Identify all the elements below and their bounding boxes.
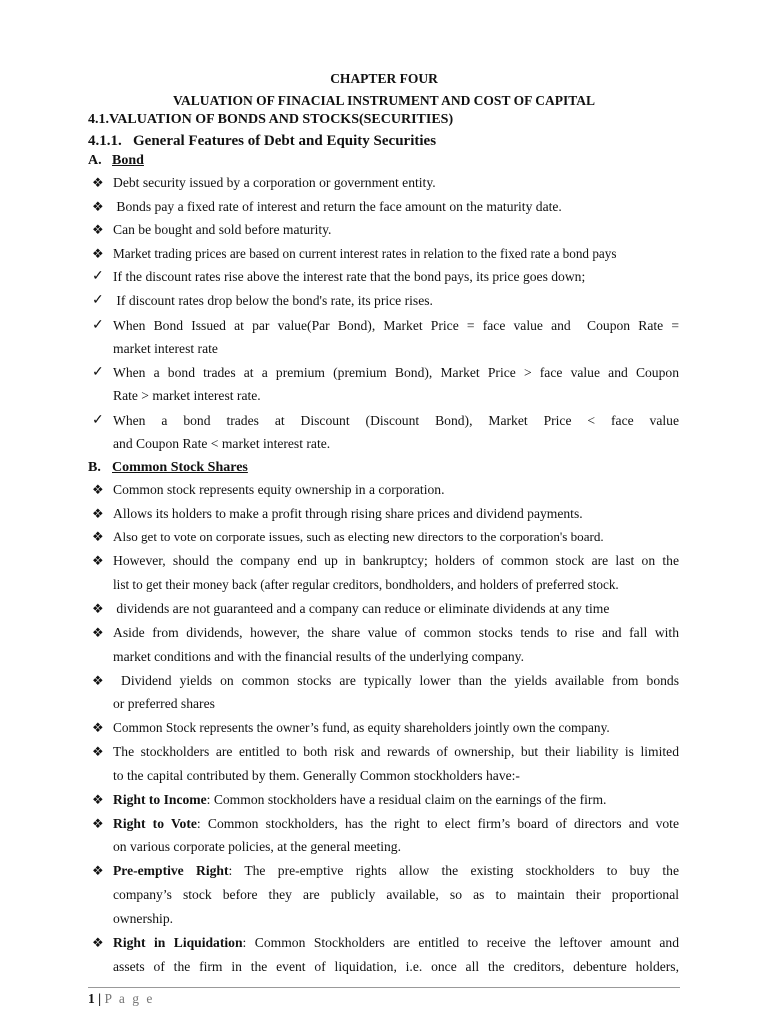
right-text: : The pre-emptive rights allow the existing stockholders to buy the [228, 863, 679, 878]
chapter-title: VALUATION OF FINACIAL INSTRUMENT AND COST OF CAPITAL [173, 93, 595, 108]
diamond-bullet-icon: ❖ [92, 744, 104, 759]
bond-line: When a bond trades at a premium (premium Bond), Market Price > face value and Coupon [113, 365, 679, 380]
right-in-liquidation [113, 936, 679, 950]
diamond-bullet-icon: ❖ [92, 673, 104, 688]
diamond-bullet-icon: ❖ [92, 246, 104, 261]
right-continuation: on various corporate policies, at the general meeting. [113, 839, 402, 854]
right-term: Right in Liquidation [113, 935, 243, 950]
right-term: Pre-emptive Right [113, 863, 229, 878]
diamond-bullet-icon: ❖ [92, 601, 104, 616]
bond-line: Can be bought and sold before maturity. [113, 222, 332, 237]
right-text: : Common stockholders have a residual claim on the earnings of the firm. [206, 792, 607, 807]
stock-line: However, should the company end up in bankruptcy; holders of common stock are last on the [113, 553, 679, 568]
right-term: Right to Vote [113, 816, 197, 831]
check-bullet-icon: ✓ [92, 293, 104, 308]
diamond-bullet-icon: ❖ [92, 175, 104, 190]
right-to-vote [113, 817, 679, 831]
check-bullet-icon: ✓ [92, 413, 104, 428]
right-text: : Common Stockholders are entitled to receive the leftover amount and [242, 935, 680, 950]
pre-emptive-right [113, 864, 679, 878]
bond-line: Bonds pay a fixed rate of interest and return the face amount on the maturity date. [113, 199, 562, 214]
diamond-bullet-icon: ❖ [92, 199, 104, 214]
diamond-bullet-icon: ❖ [92, 506, 104, 521]
right-text: : Common stockholders, has the right to elect firm’s board of directors and vote [196, 816, 679, 831]
page-number: 1 [88, 991, 95, 1006]
stock-line: Common stock represents equity ownership in a corporation. [113, 482, 445, 497]
stock-line: to the capital contributed by them. Generally Common stockholders have:- [113, 768, 520, 783]
section-heading: 4.1.VALUATION OF BONDS AND STOCKS(SECURITIES) [88, 112, 454, 127]
stock-line: list to get their money back (after regular creditors, bondholders, and holders of preferred stock. [113, 577, 619, 592]
diamond-bullet-icon: ❖ [92, 792, 104, 807]
stock-line: dividends are not guaranteed and a company can reduce or eliminate dividends at any time [113, 601, 610, 616]
page-footer [88, 991, 154, 1007]
diamond-bullet-icon: ❖ [92, 553, 104, 568]
check-bullet-icon: ✓ [92, 365, 104, 380]
bond-line: Rate > market interest rate. [113, 388, 261, 403]
bond-heading: Bond [112, 153, 144, 168]
diamond-bullet-icon: ❖ [92, 720, 104, 735]
diamond-bullet-icon: ❖ [92, 816, 104, 831]
bond-line: When Bond Issued at par value(Par Bond), Market Price = face value and Coupon Rate = [113, 318, 679, 333]
stock-line: Common Stock represents the owner’s fund, as equity shareholders jointly own the company. [113, 720, 610, 735]
stock-line: The stockholders are entitled to both risk and rewards of ownership, but their liability is limited [113, 744, 679, 759]
bond-line: market interest rate [113, 341, 218, 356]
right-continuation: ownership. [113, 911, 174, 926]
right-term: Right to Income [113, 792, 207, 807]
check-bullet-icon: ✓ [92, 318, 104, 333]
chapter-label: CHAPTER FOUR [330, 71, 438, 86]
diamond-bullet-icon: ❖ [92, 625, 104, 640]
footer-divider [88, 987, 680, 988]
bond-line: If the discount rates rise above the interest rate that the bond pays, its price goes down; [113, 269, 586, 284]
diamond-bullet-icon: ❖ [92, 529, 104, 544]
diamond-bullet-icon: ❖ [92, 863, 104, 878]
page-label: P a g e [104, 991, 155, 1006]
bond-line: and Coupon Rate < market interest rate. [113, 436, 331, 451]
bond-letter: A. [88, 153, 102, 168]
bond-line: Debt security issued by a corporation or government entity. [113, 175, 436, 190]
stock-line: Aside from dividends, however, the share value of common stocks tends to rise and fall with [113, 625, 679, 640]
right-continuation: company’s stock before they are publicly available, so as to maintain their proportional [113, 887, 679, 902]
stock-line: market conditions and with the financial results of the underlying company. [113, 649, 524, 664]
stock-line: Also get to vote on corporate issues, such as electing new directors to the corporation's board. [113, 529, 604, 544]
diamond-bullet-icon: ❖ [92, 935, 104, 950]
stock-heading: Common Stock Shares [112, 460, 248, 475]
stock-line: Allows its holders to make a profit through rising share prices and dividend payments. [113, 506, 583, 521]
bond-line: If discount rates drop below the bond's rate, its price rises. [113, 293, 433, 308]
subsection-heading: 4.1.1. General Features of Debt and Equity Securities [88, 133, 437, 149]
right-continuation: assets of the firm in the event of liquidation, i.e. once all the creditors, debenture holders, [113, 959, 679, 974]
stock-line: Dividend yields on common stocks are typically lower than the yields available from bonds [113, 673, 679, 688]
right-to-income [113, 793, 606, 807]
check-bullet-icon: ✓ [92, 269, 104, 284]
diamond-bullet-icon: ❖ [92, 222, 104, 237]
page-separator: | [94, 991, 105, 1006]
diamond-bullet-icon: ❖ [92, 482, 104, 497]
bond-line: When a bond trades at Discount (Discount Bond), Market Price < face value [113, 413, 679, 428]
stock-line: or preferred shares [113, 696, 215, 711]
stock-letter: B. [88, 460, 101, 475]
bond-line: Market trading prices are based on current interest rates in relation to the fixed rate a bond pays [113, 246, 617, 261]
